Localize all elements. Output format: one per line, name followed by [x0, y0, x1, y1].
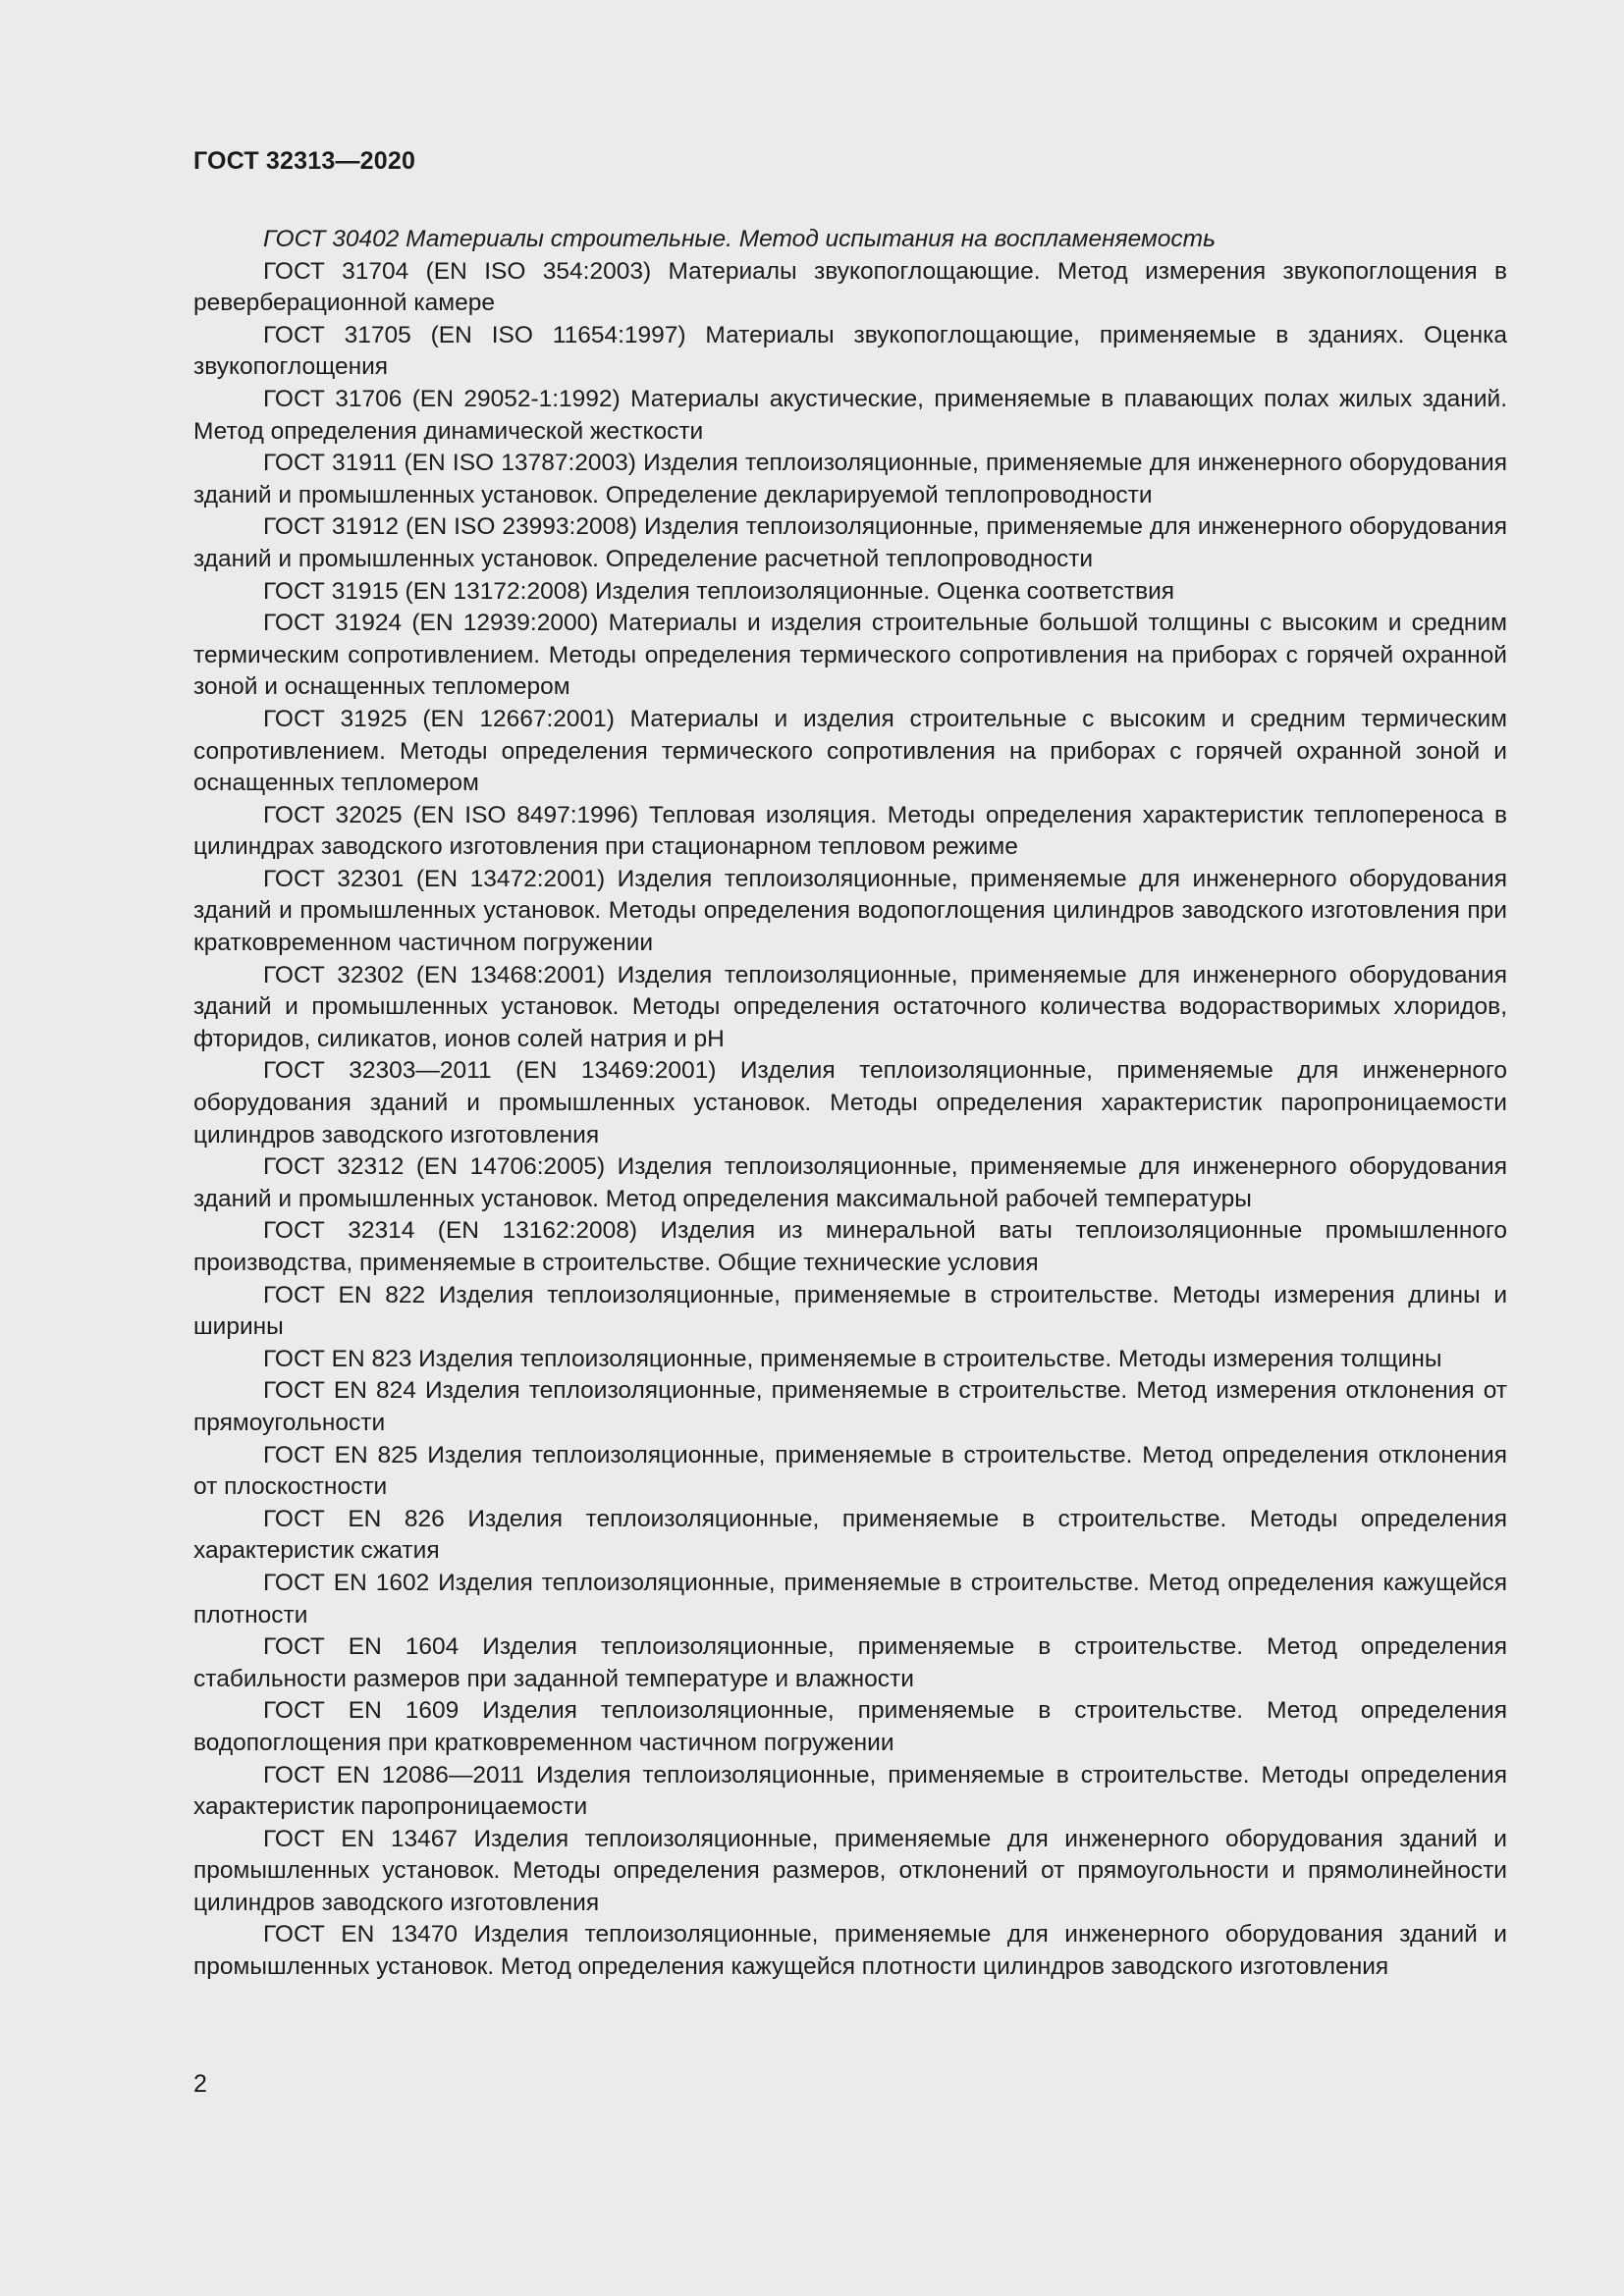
reference-entry: ГОСТ 31706 (EN 29052-1:1992) Материалы акустические, применяемые в плавающих полах жилых зданий. Метод определения динамической жесткости: [193, 385, 1507, 445]
reference-entry: ГОСТ 31925 (EN 12667:2001) Материалы и изделия строительные с высоким и средним термическим сопротивлением. Методы определения термического сопротивления на приборах с горячей охранной зоной и оснащенных тепломером: [193, 705, 1507, 797]
reference-entry: ГОСТ EN 825 Изделия теплоизоляционные, применяемые в строительстве. Метод определения отклонения от плоскостности: [193, 1441, 1507, 1501]
reference-entry: ГОСТ EN 824 Изделия теплоизоляционные, применяемые в строительстве. Метод измерения отклонения от прямоугольности: [193, 1377, 1507, 1436]
reference-entry: ГОСТ 32301 (EN 13472:2001) Изделия теплоизоляционные, применяемые для инженерного оборудования зданий и промышленных установок. Методы определения водопоглощения цилиндров заводского изготовления при кратковременном частичном погружении: [193, 865, 1507, 957]
reference-entry: ГОСТ EN 13470 Изделия теплоизоляционные, применяемые для инженерного оборудования зданий и промышленных установок. Метод определения кажущейся плотности цилиндров заводского изготовления: [193, 1921, 1507, 1981]
reference-entry: ГОСТ 32312 (EN 14706:2005) Изделия теплоизоляционные, применяемые для инженерного оборудования зданий и промышленных установок. Метод определения максимальной рабочей температуры: [193, 1153, 1507, 1212]
reference-entry: ГОСТ EN 822 Изделия теплоизоляционные, применяемые в строительстве. Методы измерения длины и ширины: [193, 1281, 1507, 1341]
reference-entry: ГОСТ 31705 (EN ISO 11654:1997) Материалы звукопоглощающие, применяемые в зданиях. Оценка звукопоглощения: [193, 321, 1507, 381]
reference-entry: ГОСТ EN 823 Изделия теплоизоляционные, применяемые в строительстве. Методы измерения толщины: [263, 1345, 1442, 1372]
reference-entry: ГОСТ EN 1604 Изделия теплоизоляционные, применяемые в строительстве. Метод определения стабильности размеров при заданной температуре и влажности: [193, 1633, 1507, 1692]
reference-entry: ГОСТ 31911 (EN ISO 13787:2003) Изделия теплоизоляционные, применяемые для инженерного оборудования зданий и промышленных установок. Определение декларируемой теплопроводности: [193, 450, 1507, 508]
reference-entry: ГОСТ 32302 (EN 13468:2001) Изделия теплоизоляционные, применяемые для инженерного оборудования зданий и промышленных установок. Методы определения остаточного количества водорастворимых хлоридов, фторидов, силикатов, ионов солей натрия и pH: [193, 961, 1507, 1052]
reference-entry: ГОСТ EN 13467 Изделия теплоизоляционные, применяемые для инженерного оборудования зданий и промышленных установок. Методы определения размеров, отклонений от прямоугольности и прямолинейности цилиндров заводского изготовления: [193, 1825, 1507, 1916]
reference-entry: ГОСТ EN 1602 Изделия теплоизоляционные, применяемые в строительстве. Метод определения кажущейся плотности: [193, 1569, 1507, 1629]
reference-entry: ГОСТ 31704 (EN ISO 354:2003) Материалы звукопоглощающие. Метод измерения звукопоглощения в реверберационной камере: [193, 257, 1507, 317]
reference-entry: ГОСТ 32025 (EN ISO 8497:1996) Тепловая изоляция. Методы определения характеристик теплопереноса в цилиндрах заводского изготовления при стационарном тепловом режиме: [193, 801, 1507, 861]
document-header: ГОСТ 32313—2020: [193, 147, 416, 175]
reference-list: [193, 224, 1507, 1984]
reference-entry: ГОСТ EN 12086—2011 Изделия теплоизоляционные, применяемые в строительстве. Методы определения характеристик паропроницаемости: [193, 1761, 1507, 1821]
reference-entry: ГОСТ 31924 (EN 12939:2000) Материалы и изделия строительные большой толщины с высоким и средним термическим сопротивлением. Методы определения термического сопротивления на приборах с горячей охранной зоной и оснащенных тепломером: [193, 610, 1507, 701]
reference-entry: ГОСТ 30402 Материалы строительные. Метод испытания на воспламеняемость: [263, 226, 1216, 252]
reference-entry: ГОСТ 32314 (EN 13162:2008) Изделия из минеральной ваты теплоизоляционные промышленного производства, применяемые в строительстве. Общие технические условия: [193, 1217, 1507, 1276]
reference-entry: ГОСТ 31915 (EN 13172:2008) Изделия теплоизоляционные. Оценка соответствия: [263, 577, 1175, 605]
reference-entry: ГОСТ EN 1609 Изделия теплоизоляционные, применяемые в строительстве. Метод определения водопоглощения при кратковременном частичном погружении: [193, 1697, 1507, 1756]
page-number: 2: [193, 2070, 207, 2098]
reference-entry: ГОСТ 31912 (EN ISO 23993:2008) Изделия теплоизоляционные, применяемые для инженерного оборудования зданий и промышленных установок. Определение расчетной теплопроводности: [193, 513, 1507, 572]
reference-entry: ГОСТ EN 826 Изделия теплоизоляционные, применяемые в строительстве. Методы определения характеристик сжатия: [193, 1505, 1507, 1565]
reference-entry: ГОСТ 32303—2011 (EN 13469:2001) Изделия теплоизоляционные, применяемые для инженерного оборудования зданий и промышленных установок. Методы определения характеристик паропроницаемости цилиндров заводского изготовления: [193, 1057, 1507, 1148]
